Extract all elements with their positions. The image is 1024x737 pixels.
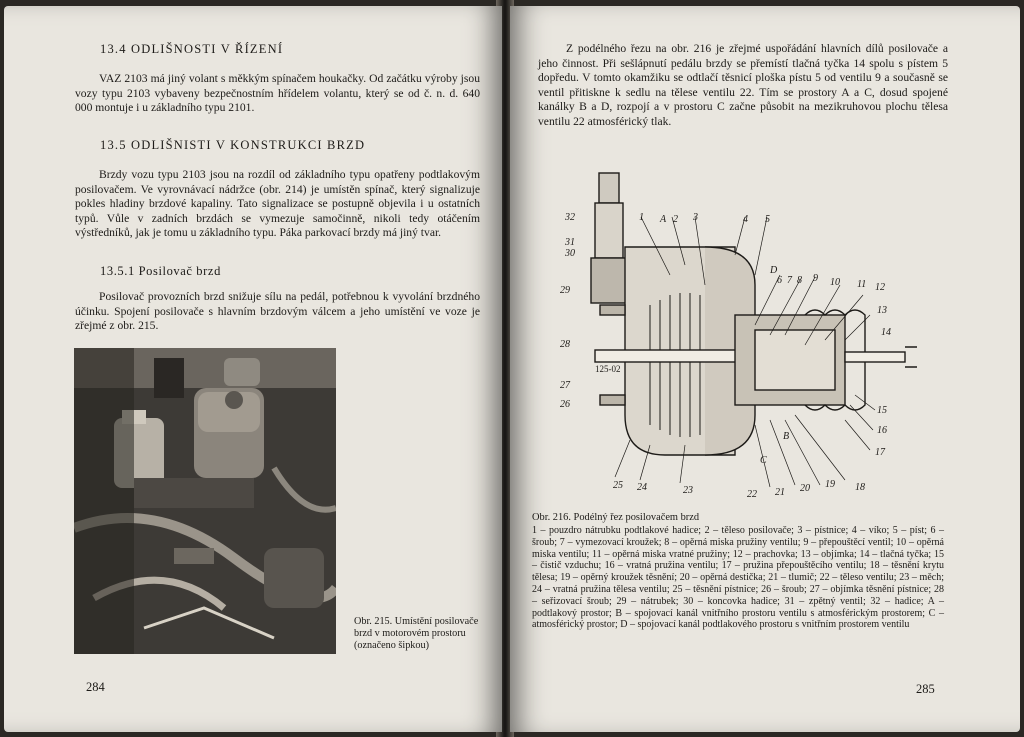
svg-text:3: 3	[693, 212, 698, 223]
figure-caption-legend: 1 – pouzdro nátrubku podtlakové hadice; 2 – těleso posilovače; 3 – pístnice; 4 – víko; 5 – píst; 6 – šroub; 7 – vymezovací kroužek; 8 – opěrná miska pružiny ventilu; 9 – přepouštěcí ventil; 10 – opěrná miska ventilu; 11 – opěrná miska vratné pružiny; 12 – prachovka; 13 – objímka; 14 – tlačná tyčka; 15 – čistič vzduchu; 16 – vratná pružina ventilu; 17 – pružina přepouštěcího ventilu; 18 – těsnění krytu tělesa; 19 – opěrný kroužek těsnění; 20 – opěrná destička; 21 – tlumič; 22 – těleso ventilu; 23 – měch; 24 – vratná pružina tělesa ventilu; 25 – těsnění pístnice; 26 – šroub; 27 – objímka těsnění pístnice; 28 – seřizovací šroub; 29 – nátrubek; 30 – koncovka hadice; 31 – zpětný ventil; 32 – hadice; A – podtlakový prostor; B – spojovací kanál vnitřního prostoru ventilu s atmosférickým prostorem; C – atmosférický prostor; D – spojovací kanál podtlakového prostoru s vnitřním prostorem ventilu	[532, 525, 944, 631]
svg-text:24: 24	[637, 482, 647, 493]
svg-text:125-02: 125-02	[595, 364, 621, 374]
svg-text:11: 11	[857, 279, 867, 290]
page-number-right: 285	[916, 682, 935, 696]
engine-bay-photo	[74, 348, 336, 654]
page-number-left: 284	[86, 680, 105, 694]
svg-text:28: 28	[560, 339, 570, 350]
figure-caption-title: Obr. 216. Podélný řez posilovačem brzd	[532, 512, 700, 523]
svg-text:31: 31	[565, 237, 575, 248]
svg-text:22: 22	[747, 489, 757, 500]
svg-text:32: 32	[565, 212, 575, 223]
svg-text:C: C	[760, 455, 767, 466]
svg-text:4: 4	[743, 214, 748, 225]
svg-text:20: 20	[800, 483, 810, 494]
svg-text:A: A	[660, 214, 667, 225]
svg-text:14: 14	[881, 327, 891, 338]
svg-text:26: 26	[560, 399, 570, 410]
svg-text:B: B	[783, 431, 790, 442]
svg-text:D: D	[770, 265, 778, 276]
svg-text:1: 1	[639, 212, 644, 223]
svg-text:30: 30	[565, 248, 575, 259]
paragraph-brakes: Brzdy vozu typu 2103 jsou na rozdíl od základního typu opatřeny podtlakovým posilovačem. Ve vyrovnávací nádržce (obr. 214) je umístěn spínač, který signalizuje pokles hladiny brzdové kapaliny. Tato signalizace se postupně objevila i u ostatních typů. Vůle v zadních brzdách se vymezuje samočinně, nikoli tedy otáčením výstředníků, jak je tomu u základního typu. Páka parkovací brzdy má jiný tvar.	[75, 168, 480, 240]
photo-caption: Obr. 215. Umístění posilovače brzd v motorovém prostoru (označeno šipkou)	[354, 616, 479, 651]
svg-text:18: 18	[855, 482, 865, 493]
svg-text:16: 16	[877, 425, 887, 436]
svg-text:17: 17	[875, 447, 885, 458]
svg-text:13: 13	[877, 305, 887, 316]
svg-text:10: 10	[830, 277, 840, 288]
subheading-booster: 13.5.1 Posilovač brzd	[100, 264, 221, 278]
paragraph-operation: Z podélného řezu na obr. 216 je zřejmé uspořádání hlavních dílů posilovače a jeho činnost. Při sešlápnutí pedálu brzdy se přemístí tlačná tyčka 14 spolu s pístem 5 dopředu. V tomto okamžiku se odtlačí těsnicí ploška pístu 5 od ventilu 9 a současně se ventil přitiskne k sedlu na tělese ventilu 22. Tím se prostory A a C, dosud spojené kanálky B a D, rozpojí a v prostoru C začne působit na mezikruhovou plochu tělesa ventilu 22 atmosférický tlak.	[538, 42, 948, 128]
paragraph-steering: VAZ 2103 má jiný volant s měkkým spínačem houkačky. Od začátku výroby jsou vozy typu 2103 vybaveny bezpečnostním hřídelem volantu, který se od č. n. d. 640 000 montuje i u základního typu 2101.	[75, 72, 480, 115]
booster-cross-section-figure	[555, 165, 925, 505]
svg-text:15: 15	[877, 405, 887, 416]
svg-text:21: 21	[775, 487, 785, 498]
svg-text:9: 9	[813, 273, 818, 284]
svg-text:7: 7	[787, 275, 792, 286]
svg-text:6: 6	[777, 275, 782, 286]
svg-text:23: 23	[683, 485, 693, 496]
svg-text:2: 2	[673, 214, 678, 225]
svg-text:25: 25	[613, 480, 623, 491]
svg-text:19: 19	[825, 479, 835, 490]
paragraph-booster: Posilovač provozních brzd snižuje sílu na pedál, potřebnou k vyvolání brzdného účinku. Spojení posilovače s hlavním brzdovým válcem a jeho umístění ve voze je zřejmé z obr. 215.	[75, 290, 480, 333]
section-heading-steering: 13.4 ODLIŠNOSTI V ŘÍZENÍ	[100, 42, 284, 56]
svg-text:12: 12	[875, 282, 885, 293]
svg-text:5: 5	[765, 214, 770, 225]
svg-text:27: 27	[560, 380, 570, 391]
section-heading-brakes: 13.5 ODLIŠNISTI V KONSTRUKCI BRZD	[100, 138, 366, 152]
svg-text:8: 8	[797, 275, 802, 286]
svg-text:29: 29	[560, 285, 570, 296]
